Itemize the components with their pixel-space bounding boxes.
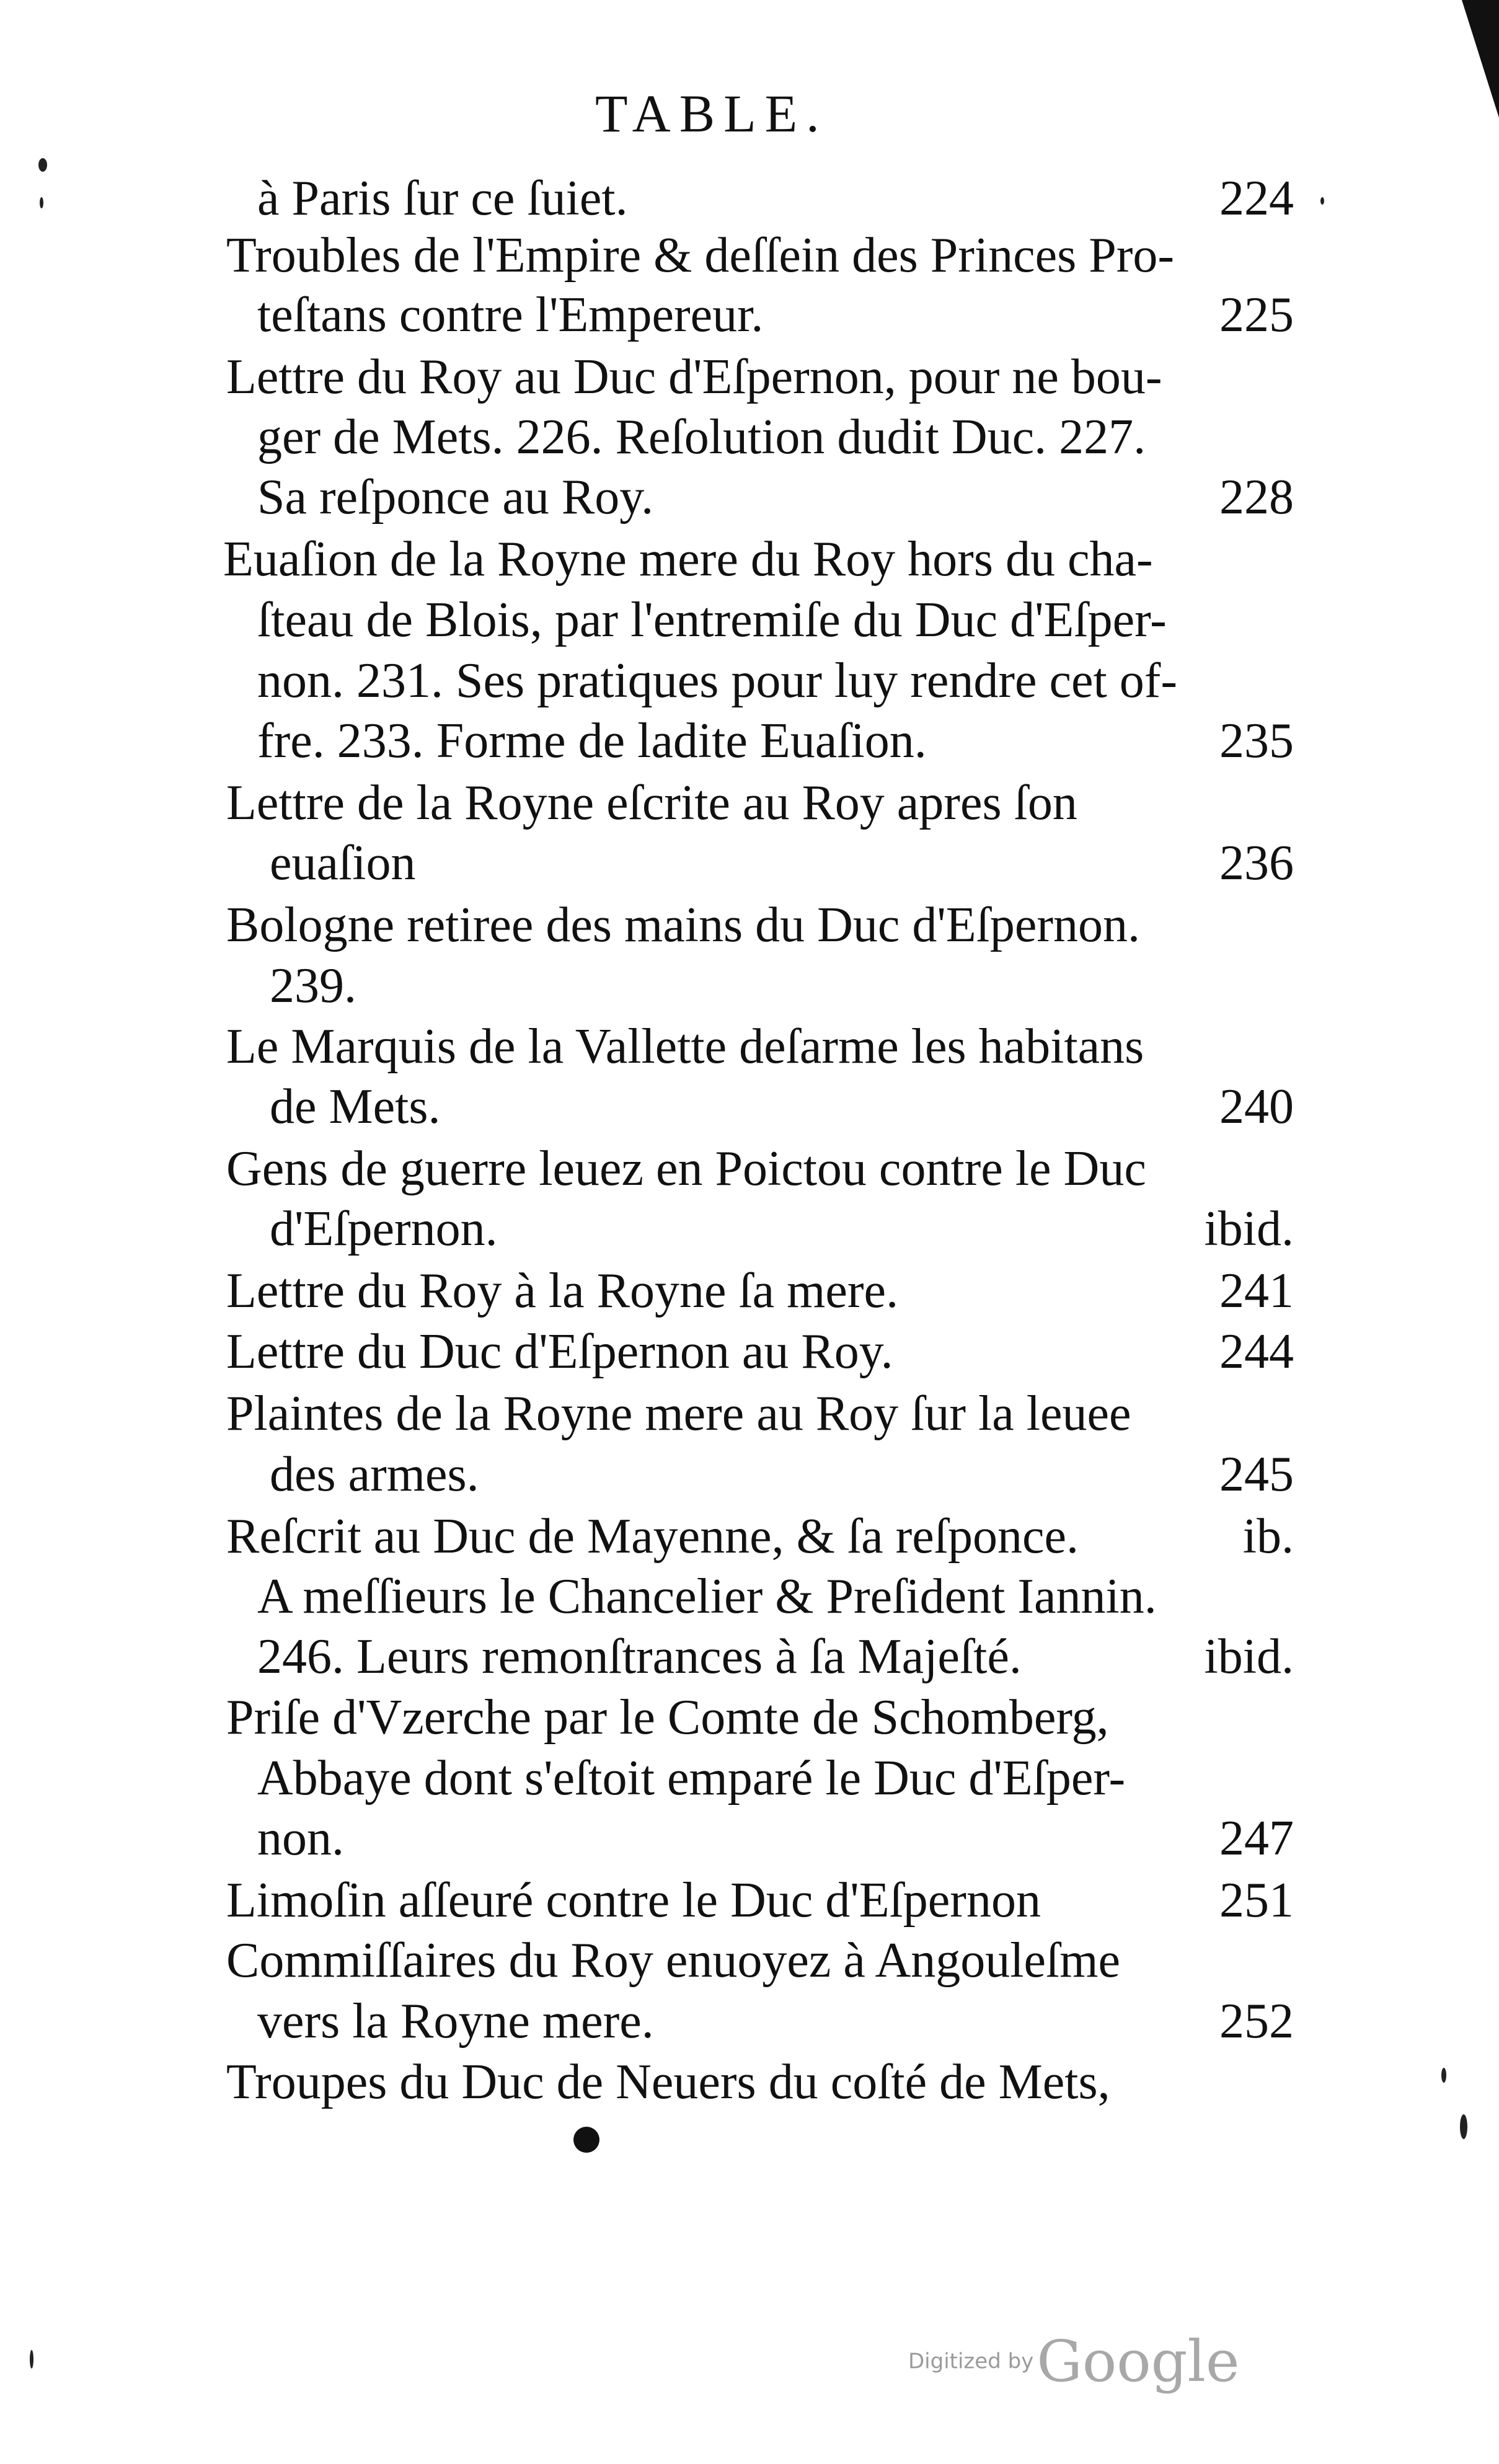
scan-speck xyxy=(30,2350,33,2369)
scan-speck xyxy=(1460,2114,1467,2139)
page-corner-shadow xyxy=(1462,0,1499,118)
scan-speck xyxy=(1320,197,1324,205)
scan-speck xyxy=(40,197,43,208)
book-page: TABLE. à Paris ſur ce ſuiet. 224 Troubles de l'Empire & deſſein des Princes Pro- teſtans contre l'Empereur. 225 Lettre du Roy au Duc d'Eſpernon, pour ne bou- ger de Mets. 226. Reſolution dudit Duc. 227. Sa reſponce au Roy. 228 Euaſion de la Royne mere du Roy hors du cha- ſteau de Blois, par l'entremiſe du Duc d'Eſper- non. 231. Ses pratiques pour luy rendre cet of- fre. 233. Forme de ladite Euaſion. 235 Lettre de la Royne eſcrite au Roy apres ſon euaſion 236 Bologne retiree des mains du Duc d'Eſpernon. 239. Le Marquis de la Vallette deſarme les habitans de Mets. 240 Gens de guerre leuez en Poictou contre le Duc d'Eſpernon. ibid. Lettre du Roy à la Royne ſa mere. 241 Lettre du Duc d'Eſpernon au Roy. 244 Plaintes de la Royne mere au Roy ſur la leuee des armes. 245 Reſcrit au Duc de Mayenne, & ſa reſponce. ib. A meſſieurs le Chancelier & Preſident Iannin. 246. Leurs remonſtrances à ſa Majeſté. ibid. Priſe d'Vzerche par le Comte de Schomberg, Abbaye dont s'eſtoit emparé le Duc d'Eſper- non. 247 Limoſin aſſeuré contre le Duc d'Eſpernon 251 Commiſſaires du Roy enuoyez à Angouleſme vers la Royne mere. 252 Troupes du Duc de Neuers du coſté de Mets, Digitized by Google xyxy=(0,0,1499,2464)
scan-speck xyxy=(38,158,47,172)
scan-speck xyxy=(1441,2068,1446,2083)
ornament-dot xyxy=(573,2127,599,2153)
page-header-title: TABLE. xyxy=(595,84,828,143)
digitized-watermark: Digitized by Google xyxy=(908,2328,1240,2395)
